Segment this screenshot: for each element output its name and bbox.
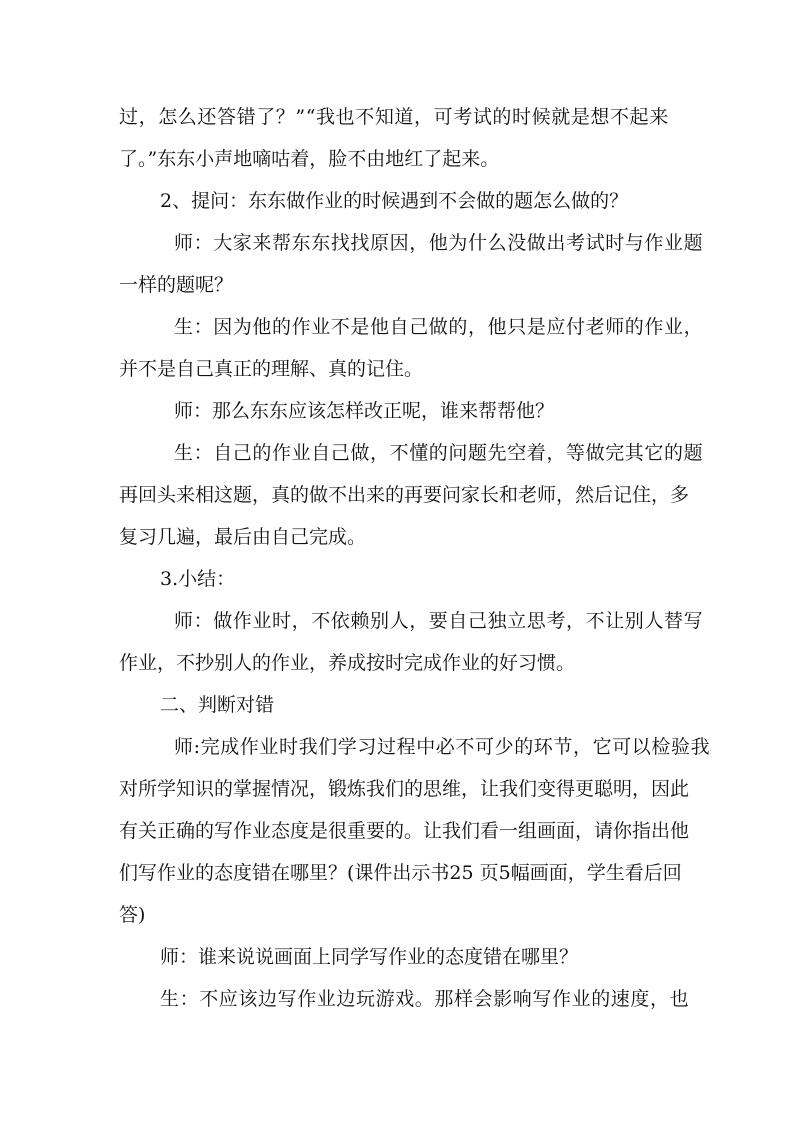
- paragraph-text: 生：不应该边写作业边玩游戏。那样会影响写作业的速度，也: [160, 988, 690, 1010]
- text-line: [0, 273, 794, 297]
- text-line: [0, 735, 794, 759]
- paragraph-text: 有关正确的写作业态度是很重要的。让我们看一组画面，请你指出他: [119, 820, 690, 842]
- text-line: [0, 315, 794, 339]
- paragraph-text: 对所学知识的掌握情况，锻炼我们的思维，让我们变得更聪明，因此: [119, 778, 690, 800]
- paragraph-text: 们写作业的态度错在哪里？(课件出示书25 页5幅画面，学生看后回: [119, 862, 682, 884]
- text-line: [0, 105, 794, 129]
- paragraph-text: 复习几遍，最后由自己完成。: [119, 526, 367, 548]
- text-line: [0, 399, 794, 423]
- text-line: [0, 357, 794, 381]
- text-line: [0, 189, 794, 213]
- text-line: [0, 231, 794, 255]
- paragraph-text: 生：因为他的作业不是他自己做的，他只是应付老师的作业，: [174, 316, 704, 338]
- text-line: [0, 819, 794, 843]
- paragraph-text: 师：谁来说说画面上同学写作业的态度错在哪里？: [160, 946, 579, 968]
- text-line: [0, 987, 794, 1011]
- section-heading: 3.小结：: [160, 568, 236, 590]
- text-line: [0, 903, 794, 927]
- paragraph-text: 师：大家来帮东东找找原因，他为什么没做出考试时与作业题: [174, 232, 704, 254]
- paragraph-text: 过，怎么还答错了？”“我也不知道，可考试的时候就是想不起来: [119, 106, 669, 128]
- text-line: [0, 441, 794, 465]
- text-line: [0, 651, 794, 675]
- text-line: [0, 861, 794, 885]
- paragraph-text: 生：自己的作业自己做，不懂的问题先空着，等做完其它的题: [174, 442, 704, 464]
- paragraph-text: 了。”东东小声地嘀咕着，脸不由地红了起来。: [119, 148, 500, 170]
- paragraph-text: 2、提问：东东做作业的时候遇到不会做的题怎么做的？: [160, 190, 629, 212]
- text-line: [0, 945, 794, 969]
- section-heading: 二、判断对错: [160, 694, 275, 716]
- text-line: [0, 609, 794, 633]
- paragraph-text: 师：做作业时，不依赖别人，要自己独立思考，不让别人替写: [174, 610, 704, 632]
- paragraph-text: 再回头来相这题，真的做不出来的再要问家长和老师，然后记住，多: [119, 484, 690, 506]
- text-line: [0, 147, 794, 171]
- text-line: [0, 777, 794, 801]
- paragraph-text: 师：那么东东应该怎样改正呢，谁来帮帮他？: [174, 400, 555, 422]
- text-line: [0, 567, 794, 591]
- paragraph-text: 并不是自己真正的理解、真的记住。: [119, 358, 424, 380]
- text-line: [0, 483, 794, 507]
- paragraph-text: 一样的题呢？: [119, 274, 234, 296]
- text-line: [0, 525, 794, 549]
- paragraph-text: 答): [119, 904, 146, 926]
- text-line: [0, 693, 794, 717]
- paragraph-text: 师:完成作业时我们学习过程中必不可少的环节，它可以检验我: [174, 736, 711, 758]
- paragraph-text: 作业，不抄别人的作业，养成按时完成作业的好习惯。: [119, 652, 576, 674]
